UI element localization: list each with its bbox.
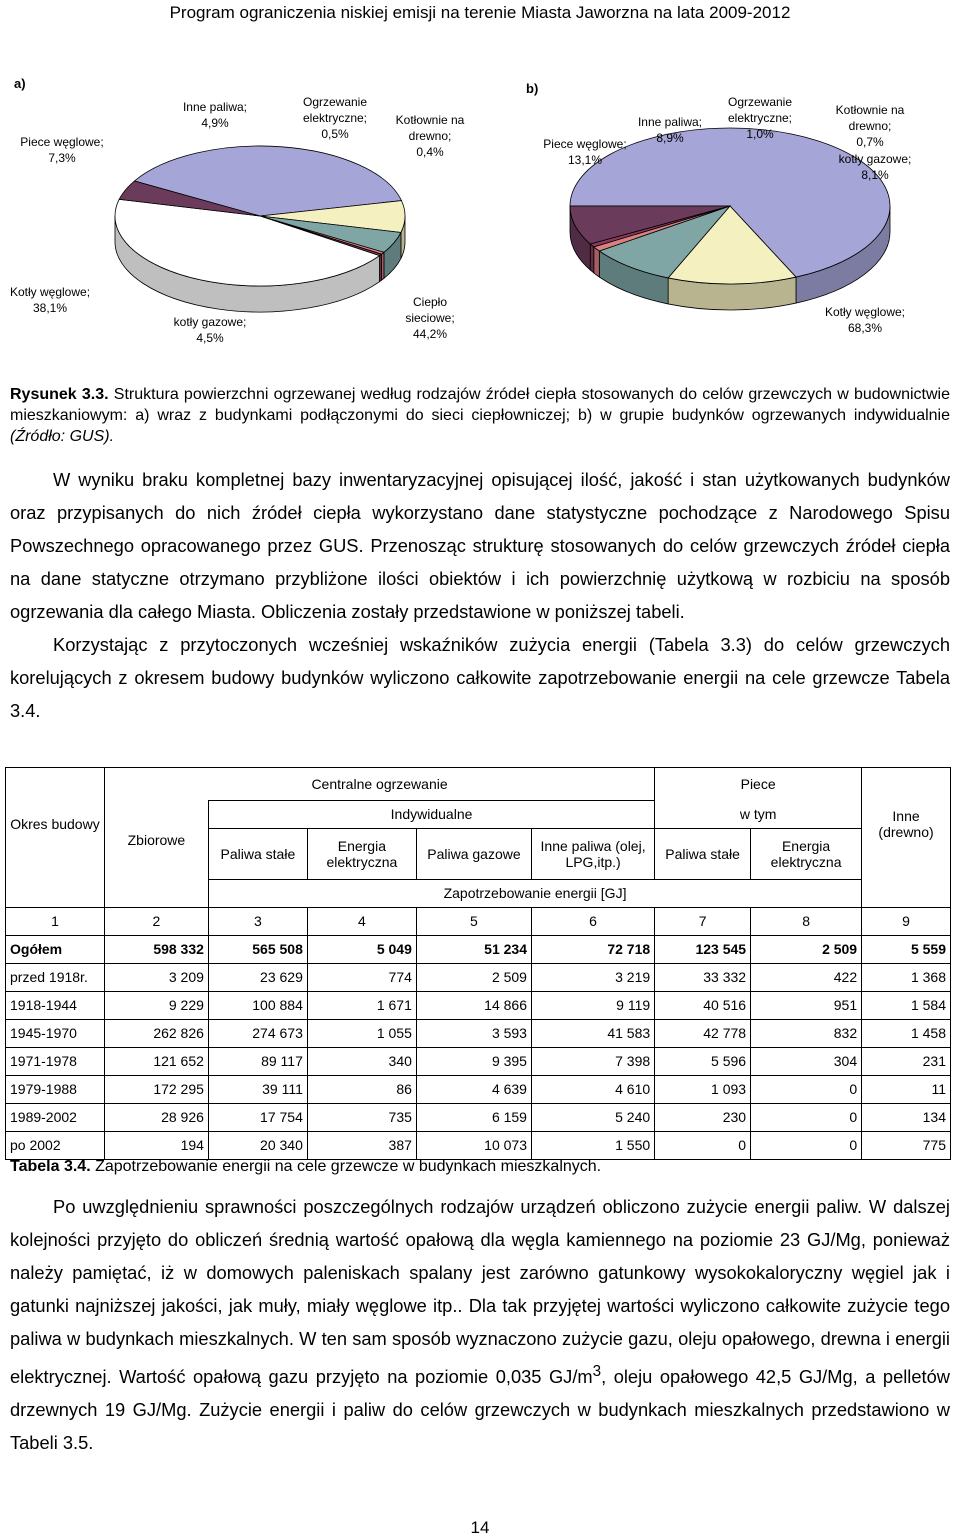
table-cell: 3 593 bbox=[416, 1019, 531, 1047]
table-cell: 172 295 bbox=[104, 1075, 208, 1103]
header-zapotrzebowanie: Zapotrzebowanie energii [GJ] bbox=[208, 879, 861, 907]
table-cell: 42 778 bbox=[655, 1019, 751, 1047]
table-cell: 387 bbox=[307, 1131, 416, 1159]
slice-label: kotły gazowe; 4,5% bbox=[173, 315, 247, 345]
superscript: 3 bbox=[592, 1363, 602, 1380]
paragraph-part-2: , oleju opałowego 42,5 GJ/Mg, a pelletów drzewnych 19 GJ/Mg. Zużycie energii i paliw do celów grzewczych w budynkach mieszkalnych przedstawiono w Tabeli 3.5. bbox=[10, 1366, 950, 1454]
table-cell: 3 219 bbox=[531, 963, 654, 991]
header-centralne: Centralne ogrzewanie bbox=[104, 768, 654, 801]
row-label: 1989-2002 bbox=[6, 1103, 105, 1131]
table-cell: 565 508 bbox=[208, 935, 307, 963]
table-cell: 17 754 bbox=[208, 1103, 307, 1131]
table-cell: 775 bbox=[862, 1131, 951, 1159]
column-number: 9 bbox=[862, 907, 951, 935]
table-cell: 51 234 bbox=[416, 935, 531, 963]
pie-chart-a bbox=[10, 76, 465, 345]
table-cell: 4 639 bbox=[416, 1075, 531, 1103]
header-paliwa-gazowe: Paliwa gazowe bbox=[416, 828, 531, 879]
figure-caption-text: Struktura powierzchni ogrzewanej według rodzajów źródeł ciepła stosowanych do celów grzewczych w budownictwie mieszkaniowym: a) wraz z budynkami podłączonymi do sieci ciepłowniczej; b) w grupie budynków ogrzewanych indywidualnie bbox=[10, 386, 951, 424]
table-cell: 23 629 bbox=[208, 963, 307, 991]
table-row bbox=[6, 1131, 951, 1159]
table-cell: 231 bbox=[862, 1047, 951, 1075]
table-cell: 4 610 bbox=[531, 1075, 654, 1103]
figure-caption bbox=[10, 384, 950, 447]
table-cell: 1 093 bbox=[655, 1075, 751, 1103]
slice-label: Kotłownie na drewno; 0,4% bbox=[395, 113, 465, 159]
row-label: po 2002 bbox=[6, 1131, 105, 1159]
table-cell: 735 bbox=[307, 1103, 416, 1131]
header-paliwa-stale: Paliwa stałe bbox=[208, 828, 307, 879]
table-cell: 5 559 bbox=[862, 935, 951, 963]
table-cell: 1 550 bbox=[531, 1131, 654, 1159]
table-cell: 39 111 bbox=[208, 1075, 307, 1103]
slice-label: Ogrzewanie elektryczne; 1,0% bbox=[727, 95, 793, 141]
header-energia-el: Energia elektryczna bbox=[307, 828, 416, 879]
table-cell: 1 671 bbox=[307, 991, 416, 1019]
figure-caption-prefix: Rysunek 3.3. bbox=[10, 386, 109, 403]
slice-label: Ogrzewanie elektryczne; 0,5% bbox=[302, 95, 368, 141]
row-label: przed 1918r. bbox=[6, 963, 105, 991]
table-cell: 340 bbox=[307, 1047, 416, 1075]
column-numbers-row bbox=[6, 907, 951, 935]
table-row bbox=[6, 1047, 951, 1075]
table-row bbox=[6, 963, 951, 991]
figure-caption-source: (Źródło: GUS). bbox=[10, 428, 115, 445]
slice-label: Inne paliwa; 8,9% bbox=[637, 115, 703, 145]
table-cell: 28 926 bbox=[104, 1103, 208, 1131]
page-header bbox=[0, 0, 960, 34]
table-row bbox=[6, 991, 951, 1019]
table-cell: 10 073 bbox=[416, 1131, 531, 1159]
paragraph: W wyniku braku kompletnej bazy inwentaryzacyjnej opisującej ilość, jakość i stan użytkowanych budynków oraz przypisanych do nich źródeł ciepła wykorzystano dane statystyczne pochodzące z Narodowego Spisu Powszechnego opracowanego przez GUS. Przenosząc strukturę stosowanych do celów grzewczych źródeł ciepła na dane statyczne otrzymano przybliżone ilości obiektów i ich powierzchnię użytkową w rozbiciu na sposób ogrzewania dla całego Miasta. Obliczenia zostały przedstawione w poniższej tabeli. bbox=[10, 469, 950, 622]
table-cell: 9 119 bbox=[531, 991, 654, 1019]
header-okres: Okres budowy bbox=[6, 768, 105, 880]
row-label: 1979-1988 bbox=[6, 1075, 105, 1103]
table-cell: 72 718 bbox=[531, 935, 654, 963]
pie-charts bbox=[10, 56, 950, 356]
slice-label: Kotły węglowe; 68,3% bbox=[824, 305, 906, 335]
table-row bbox=[6, 1103, 951, 1131]
table-row bbox=[6, 1019, 951, 1047]
table-cell: 134 bbox=[862, 1103, 951, 1131]
table-cell: 3 209 bbox=[104, 963, 208, 991]
paragraph bbox=[10, 1190, 950, 1459]
slice-label: kotły gazowe; 8,1% bbox=[838, 152, 912, 182]
column-number: 6 bbox=[531, 907, 654, 935]
table-cell: 123 545 bbox=[655, 935, 751, 963]
paragraph-part-1: Po uwzględnieniu sprawności poszczególnych rodzajów urządzeń obliczono zużycie energii paliw. W dalszej kolejności przyjęto do obliczeń średnią wartość opałową dla węgla kamiennego na poziomie 23 GJ/Mg, ponieważ należy pamiętać, iż w domowych paleniskach spalany jest zarówno gatunkowy wysokokaloryczny węgiel jak i gatunki najniższej jakości, jak muły, miały węglowe itp.. Dla tak przyjętej wartości wyliczono całkowite zużycie tego paliwa w budynkach mieszkalnych. W ten sam sposób wyznaczono zużycie gazu, oleju opałowego, drewna i energii elektrycznej. Wartość opałową gazu przyjęto na poziomie 0,035 GJ/m bbox=[10, 1196, 950, 1388]
panel-label: b) bbox=[526, 81, 539, 96]
table-row bbox=[6, 935, 951, 963]
table-cell: 9 395 bbox=[416, 1047, 531, 1075]
slice-label: Kotłownie na drewno; 0,7% bbox=[835, 103, 905, 149]
table-cell: 100 884 bbox=[208, 991, 307, 1019]
header-title: Program ograniczenia niskiej emisji na terenie Miasta Jaworzna na lata 2009-2012 bbox=[169, 3, 791, 22]
table-cell: 0 bbox=[751, 1131, 862, 1159]
header-energia-el-2: Energia elektryczna bbox=[751, 828, 862, 879]
pie-chart-b bbox=[526, 81, 911, 335]
header-w-tym: w tym bbox=[655, 801, 862, 829]
energy-demand-table bbox=[5, 767, 951, 1160]
header-inne-paliwa: Inne paliwa (olej, LPG,itp.) bbox=[531, 828, 654, 879]
row-label: 1971-1978 bbox=[6, 1047, 105, 1075]
row-label: Ogółem bbox=[6, 935, 105, 963]
header-paliwa-stale-2: Paliwa stałe bbox=[655, 828, 751, 879]
table-cell: 86 bbox=[307, 1075, 416, 1103]
table-cell: 6 159 bbox=[416, 1103, 531, 1131]
column-number: 7 bbox=[655, 907, 751, 935]
table-cell: 11 bbox=[862, 1075, 951, 1103]
body-text-1 bbox=[10, 463, 950, 727]
table-cell: 2 509 bbox=[751, 935, 862, 963]
table-cell: 89 117 bbox=[208, 1047, 307, 1075]
table-cell: 20 340 bbox=[208, 1131, 307, 1159]
paragraph: Korzystając z przytoczonych wcześniej wskaźników zużycia energii (Tabela 3.3) do celów grzewczych korelujących z okresem budowy budynków wyliczono całkowite zapotrzebowanie energii na cele grzewcze Tabela 3.4. bbox=[10, 634, 950, 721]
table-cell: 1 368 bbox=[862, 963, 951, 991]
table-cell: 33 332 bbox=[655, 963, 751, 991]
row-label: 1918-1944 bbox=[6, 991, 105, 1019]
row-label: 1945-1970 bbox=[6, 1019, 105, 1047]
column-number: 2 bbox=[104, 907, 208, 935]
table-cell: 5 049 bbox=[307, 935, 416, 963]
column-number: 8 bbox=[751, 907, 862, 935]
slice-label: Inne paliwa; 4,9% bbox=[182, 100, 248, 130]
table-cell: 951 bbox=[751, 991, 862, 1019]
table-caption bbox=[10, 1157, 950, 1177]
table-cell: 121 652 bbox=[104, 1047, 208, 1075]
header-indywidualne: Indywidualne bbox=[208, 801, 654, 829]
table-caption-prefix: Tabela 3.4. bbox=[10, 1158, 91, 1175]
slice-label: Piece węglowe; 13,1% bbox=[543, 137, 627, 167]
panel-label: a) bbox=[14, 76, 26, 91]
slice-label: Ciepło sieciowe; 44,2% bbox=[405, 295, 455, 341]
header-inne-drewno: Inne (drewno) bbox=[862, 768, 951, 880]
table-cell: 832 bbox=[751, 1019, 862, 1047]
table-cell: 262 826 bbox=[104, 1019, 208, 1047]
table-cell: 40 516 bbox=[655, 991, 751, 1019]
header-piece: Piece bbox=[655, 768, 862, 801]
pie-slice-side bbox=[594, 247, 600, 277]
table-cell: 598 332 bbox=[104, 935, 208, 963]
table-cell: 0 bbox=[655, 1131, 751, 1159]
table-cell: 41 583 bbox=[531, 1019, 654, 1047]
slice-label: Kotły węglowe; 38,1% bbox=[10, 285, 91, 315]
table-cell: 5 596 bbox=[655, 1047, 751, 1075]
column-number: 4 bbox=[307, 907, 416, 935]
table-cell: 194 bbox=[104, 1131, 208, 1159]
table-caption-text: Zapotrzebowanie energii na cele grzewcze w budynkach mieszkalnych. bbox=[90, 1158, 602, 1175]
table-cell: 1 458 bbox=[862, 1019, 951, 1047]
table-cell: 0 bbox=[751, 1103, 862, 1131]
pie-charts-svg bbox=[10, 56, 950, 356]
table-cell: 1 055 bbox=[307, 1019, 416, 1047]
table-cell: 5 240 bbox=[531, 1103, 654, 1131]
table-cell: 274 673 bbox=[208, 1019, 307, 1047]
table-cell: 9 229 bbox=[104, 991, 208, 1019]
column-number: 3 bbox=[208, 907, 307, 935]
column-number: 5 bbox=[416, 907, 531, 935]
table-cell: 1 584 bbox=[862, 991, 951, 1019]
table-cell: 2 509 bbox=[416, 963, 531, 991]
body-text-2 bbox=[10, 1190, 950, 1459]
table-cell: 7 398 bbox=[531, 1047, 654, 1075]
header-zbiorowe: Zbiorowe bbox=[104, 801, 208, 880]
table-row bbox=[6, 1075, 951, 1103]
table-cell: 422 bbox=[751, 963, 862, 991]
table-cell: 0 bbox=[751, 1075, 862, 1103]
pie-slice-side bbox=[590, 244, 594, 273]
column-number: 1 bbox=[6, 907, 105, 935]
slice-label: Piece węglowe; 7,3% bbox=[20, 135, 104, 165]
table-cell: 230 bbox=[655, 1103, 751, 1131]
table-cell: 14 866 bbox=[416, 991, 531, 1019]
table-cell: 774 bbox=[307, 963, 416, 991]
page-number: 14 bbox=[470, 1518, 490, 1537]
table-cell: 304 bbox=[751, 1047, 862, 1075]
